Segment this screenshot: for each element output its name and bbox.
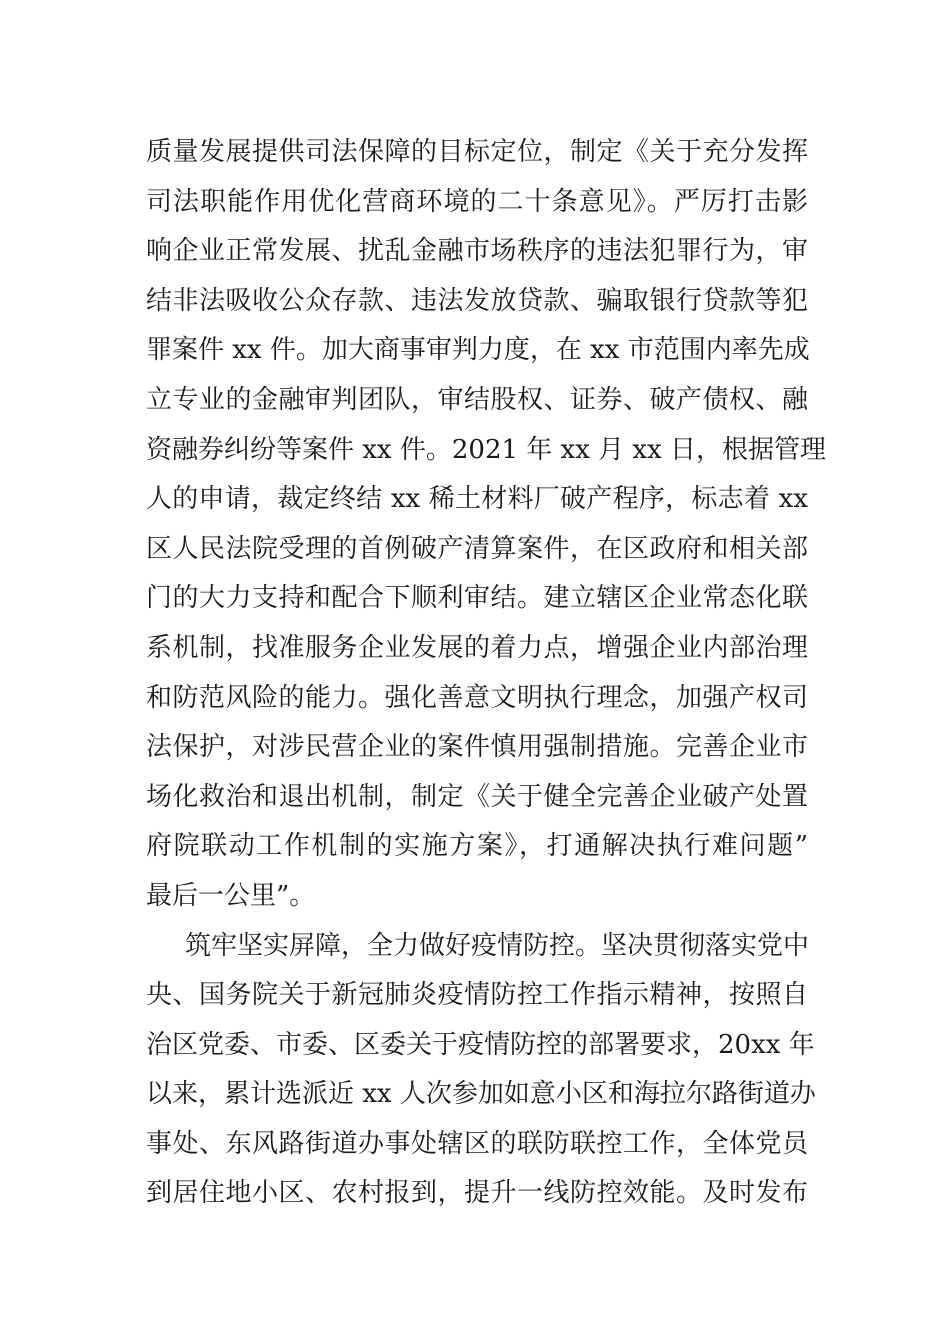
text-line: 府院联动工作机制的实施方案》，打通解决执行难问题” (146, 831, 808, 862)
text-line: 最后一公里”。 (146, 880, 316, 911)
text-line: 场化救治和退出机制，制定《关于健全完善企业破产处置 (146, 781, 808, 812)
text-line: 筑牢坚实屏障，全力做好疫情防控。坚决贯彻落实党中 (185, 930, 810, 961)
text-line: 事处、东风路街道办事处辖区的联防联控工作，全体党员 (146, 1128, 808, 1159)
text-line: 司法职能作用优化营商环境的二十条意见》。严厉打击影 (146, 186, 808, 217)
text-line: 央、国务院关于新冠肺炎疫情防控工作指示精神，按照自 (146, 980, 808, 1011)
text-line: 立专业的金融审判团队，审结股权、证券、破产债权、融 (146, 384, 808, 415)
text-line: 治区党委、市委、区委关于疫情防控的部署要求，20xx 年 (146, 1029, 815, 1060)
text-line: 和防范风险的能力。强化善意文明执行理念，加强产权司 (146, 682, 808, 713)
document-body (146, 128, 826, 1219)
text-line: 以来，累计选派近 xx 人次参加如意小区和海拉尔路街道办 (146, 1079, 816, 1110)
text-line: 资融券纠纷等案件 xx 件。2021 年 xx 月 xx 日，根据管理 (146, 434, 826, 465)
text-line: 门的大力支持和配合下顺利审结。建立辖区企业常态化联 (146, 583, 808, 614)
paragraph-1 (146, 128, 826, 922)
text-line: 质量发展提供司法保障的目标定位，制定《关于充分发挥 (146, 137, 808, 167)
text-line: 区人民法院受理的首例破产清算案件，在区政府和相关部 (146, 533, 808, 564)
paragraph-2 (146, 922, 816, 1220)
text-line: 法保护，对涉民营企业的案件慎用强制措施。完善企业市 (146, 732, 808, 763)
text-line: 结非法吸收公众存款、违法发放贷款、骗取银行贷款等犯 (146, 285, 808, 316)
text-line: 人的申请，裁定终结 xx 稀土材料厂破产程序，标志着 xx (146, 484, 808, 515)
text-line: 罪案件 xx 件。加大商事审判力度，在 xx 市范围内率先成 (146, 335, 810, 366)
text-line: 系机制，找准服务企业发展的着力点，增强企业内部治理 (146, 632, 808, 663)
text-line: 到居住地小区、农村报到，提升一线防控效能。及时发布 (146, 1178, 808, 1209)
text-line: 响企业正常发展、扰乱金融市场秩序的违法犯罪行为，审 (146, 236, 808, 267)
